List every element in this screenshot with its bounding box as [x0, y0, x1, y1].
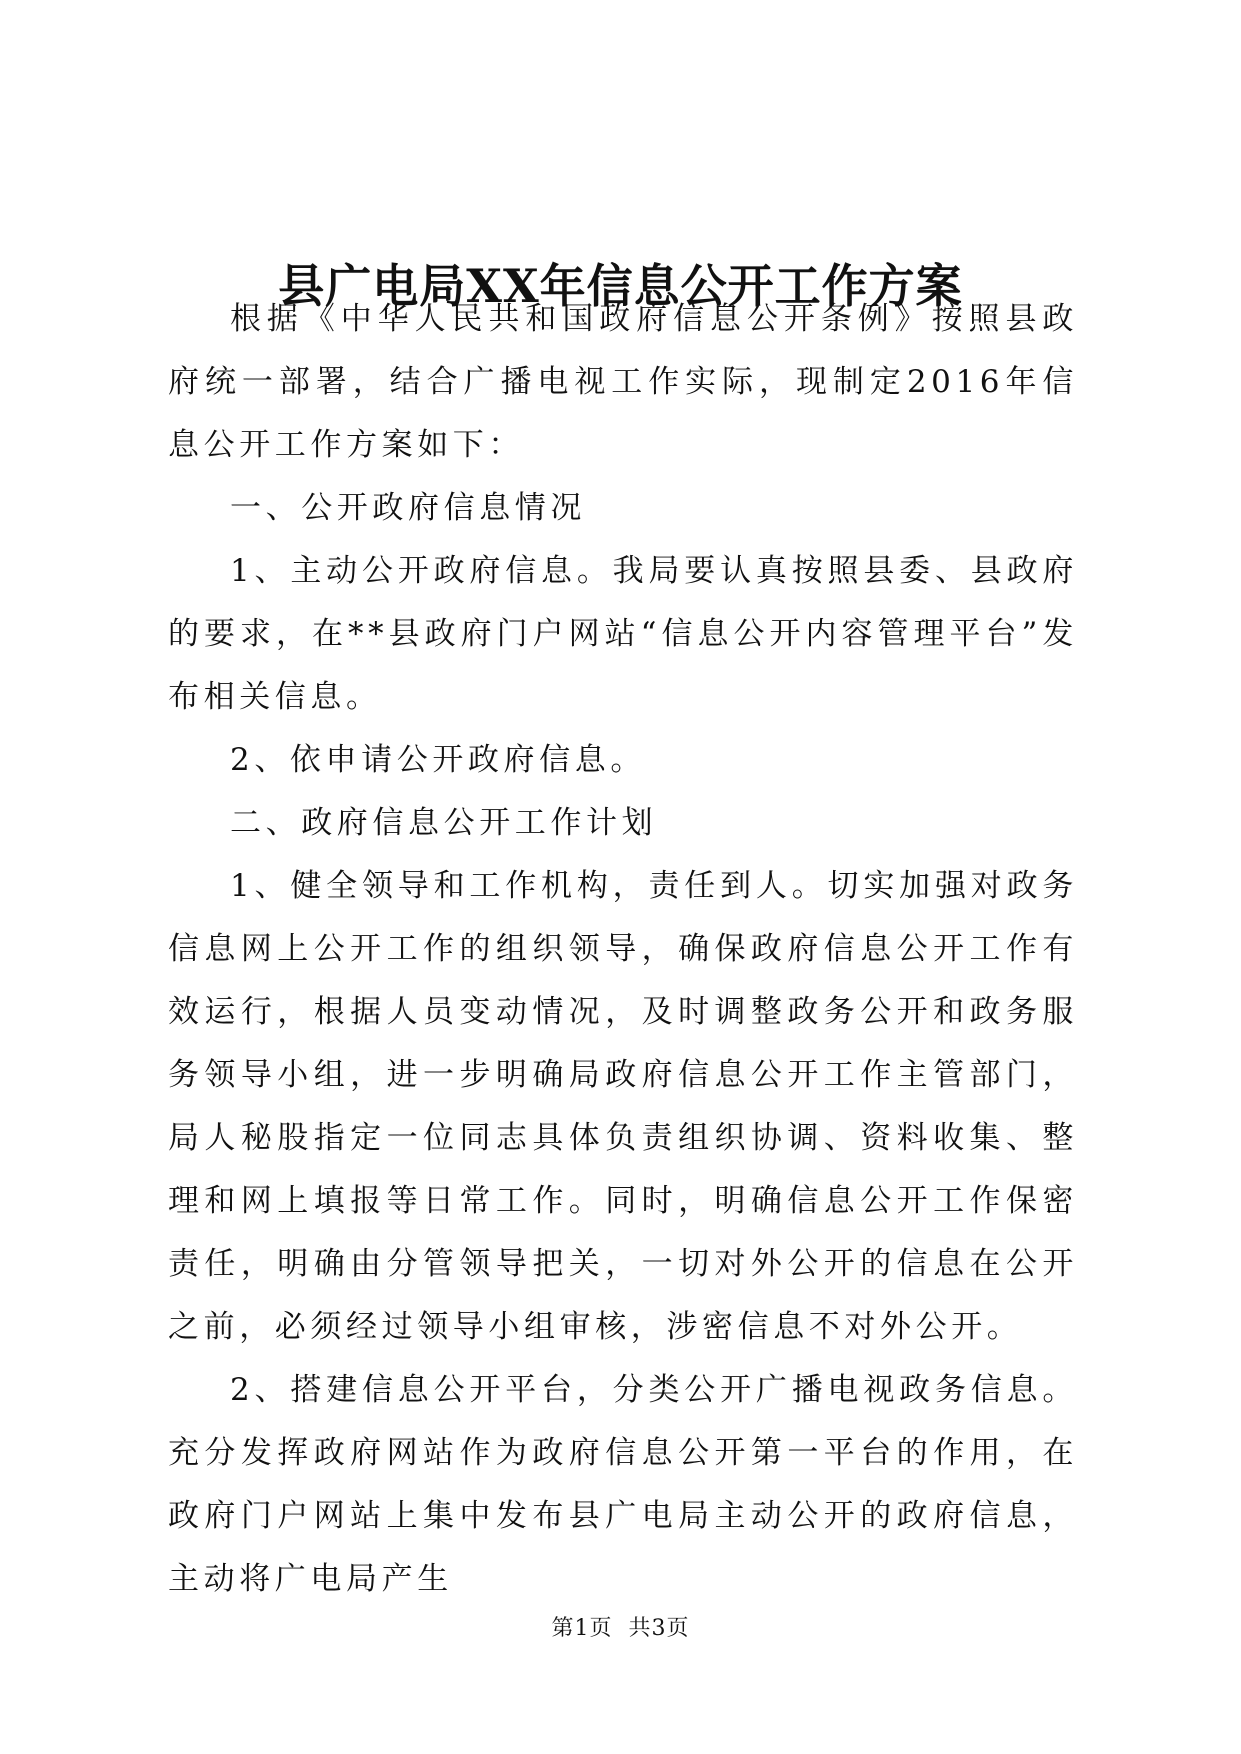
- page-number: 第1页 共3页: [551, 1616, 690, 1641]
- document-body: [168, 288, 1078, 1611]
- document-title: 县广电局XX年信息公开工作方案: [278, 258, 963, 313]
- paragraph-2-1: 1、健全领导和工作机构，责任到人。切实加强对政务信息网上公开工作的组织领导，确保政府信息公开工作有效运行，根据人员变动情况，及时调整政务公开和政务服务领导小组，进一步明确局政府信息公开工作主管部门，局人秘股指定一位同志具体负责组织协调、资料收集、整理和网上填报等日常工作。同时，明确信息公开工作保密责任，明确由分管领导把关，一切对外公开的信息在公开之前，必须经过领导小组审核，涉密信息不对外公开。: [168, 868, 1078, 1345]
- paragraph-2-2: 2、搭建信息公开平台，分类公开广播电视政务信息。充分发挥政府网站作为政府信息公开第一平台的作用，在政府门户网站上集中发布县广电局主动公开的政府信息，主动将广电局产生: [168, 1372, 1078, 1597]
- section-heading-1: 一、公开政府信息情况: [230, 490, 586, 526]
- page-footer: [0, 1614, 1241, 1644]
- paragraph-1-2: 2、依申请公开政府信息。: [230, 742, 646, 778]
- section-heading-2: 二、政府信息公开工作计划: [230, 805, 658, 841]
- paragraph-1-1: 1、主动公开政府信息。我局要认真按照县委、县政府的要求，在**县政府门户网站“信息公开内容管理平台”发布相关信息。: [168, 553, 1078, 715]
- paragraph-intro: 根据《中华人民共和国政府信息公开条例》按照县政府统一部署，结合广播电视工作实际，现制定2016年信息公开工作方案如下：: [168, 301, 1078, 463]
